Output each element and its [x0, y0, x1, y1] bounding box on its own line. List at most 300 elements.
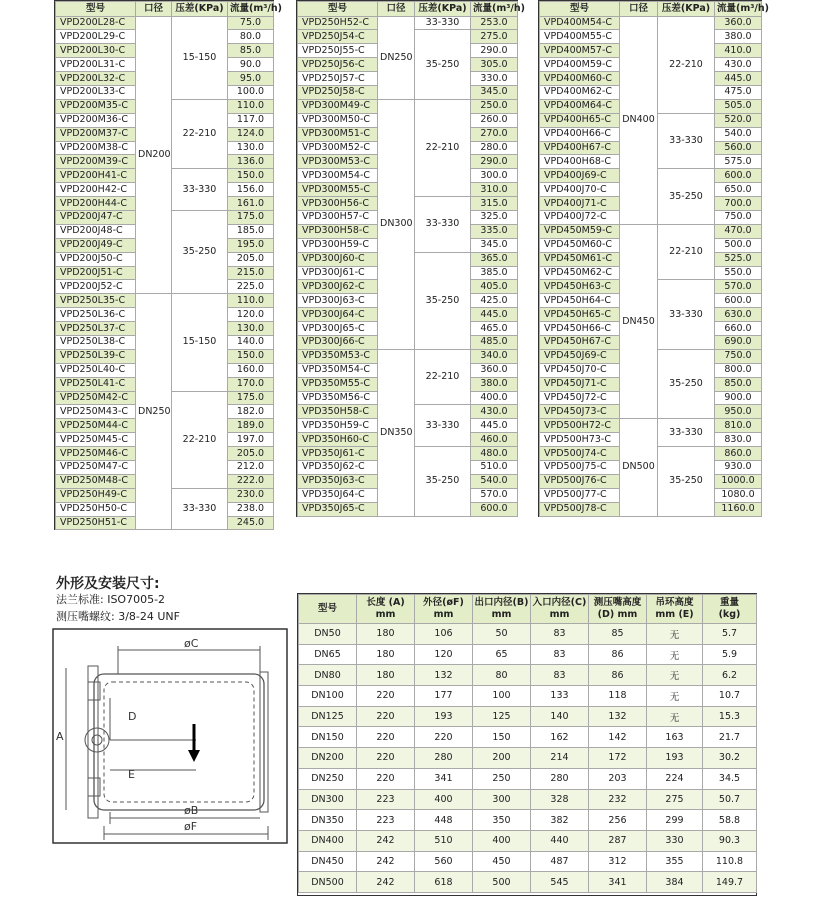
- model-cell: VPD250L37-C: [56, 322, 136, 336]
- model-cell: VPD200M39-C: [56, 155, 136, 169]
- model-cell: VPD400J70-C: [540, 183, 620, 197]
- value-cell: 223: [357, 810, 415, 831]
- model-cell: VPD350J63-C: [298, 474, 378, 488]
- flow-cell: 140.0: [228, 335, 274, 349]
- model-cell: VPD300M50-C: [298, 113, 378, 127]
- flow-cell: 275.0: [471, 30, 518, 44]
- dims-header-unit: mm: [433, 609, 454, 620]
- flow-cell: 485.0: [471, 335, 518, 349]
- model-cell: VPD200H44-C: [56, 197, 136, 211]
- dp-cell: 35-250: [415, 252, 471, 349]
- dims-header: [589, 595, 647, 624]
- model-cell: DN450: [299, 851, 357, 872]
- value-cell: 21.7: [703, 727, 757, 748]
- value-cell: 328: [531, 789, 589, 810]
- flow-cell: 700.0: [715, 197, 762, 211]
- value-cell: 203: [589, 768, 647, 789]
- value-cell: 223: [357, 789, 415, 810]
- model-cell: VPD300M55-C: [298, 183, 378, 197]
- flow-cell: 410.0: [715, 44, 762, 58]
- dp-cell: 33-330: [658, 419, 715, 447]
- model-cell: DN500: [299, 872, 357, 893]
- value-cell: 133: [531, 686, 589, 707]
- model-cell: VPD250L39-C: [56, 349, 136, 363]
- dp-cell: 33-330: [172, 488, 228, 530]
- value-cell: 200: [473, 748, 531, 769]
- model-cell: VPD400M62-C: [540, 85, 620, 99]
- value-cell: 125: [473, 706, 531, 727]
- model-cell: VPD200M38-C: [56, 141, 136, 155]
- flow-cell: 930.0: [715, 461, 762, 475]
- flow-cell: 400.0: [471, 391, 518, 405]
- dims-header-line: 出口内径(B): [474, 597, 529, 608]
- flow-cell: 500.0: [715, 238, 762, 252]
- flow-cell: 750.0: [715, 349, 762, 363]
- model-cell: VPD400M57-C: [540, 44, 620, 58]
- model-cell: VPD200J50-C: [56, 252, 136, 266]
- header-dp: 压差(KPa): [658, 2, 715, 17]
- value-cell: 5.7: [703, 624, 757, 645]
- model-cell: VPD350H60-C: [298, 433, 378, 447]
- model-cell: VPD250M47-C: [56, 461, 136, 475]
- flow-cell: 660.0: [715, 322, 762, 336]
- label-d: D: [128, 710, 137, 723]
- model-cell: VPD200M36-C: [56, 113, 136, 127]
- model-cell: VPD300J63-C: [298, 294, 378, 308]
- model-cell: VPD250M46-C: [56, 447, 136, 461]
- flow-cell: 540.0: [715, 127, 762, 141]
- header-flow: 流量(m³/h): [715, 2, 762, 17]
- flow-cell: 120.0: [228, 308, 274, 322]
- flow-cell: 430.0: [471, 405, 518, 419]
- dims-header-line: 长度 (A): [366, 597, 405, 608]
- dp-cell: 35-250: [172, 210, 228, 293]
- table-row: [298, 349, 518, 363]
- value-cell: 无: [647, 644, 703, 665]
- flow-cell: 205.0: [228, 252, 274, 266]
- model-cell: VPD200L28-C: [56, 16, 136, 30]
- flow-cell: 161.0: [228, 197, 274, 211]
- dims-header-unit: mm: [375, 609, 396, 620]
- dp-cell: 15-150: [172, 16, 228, 99]
- model-cell: VPD250L40-C: [56, 363, 136, 377]
- model-cell: VPD250J56-C: [298, 58, 378, 72]
- header-flow: 流量(m³/h): [471, 2, 518, 17]
- dims-header: [473, 595, 531, 624]
- flow-cell: 80.0: [228, 30, 274, 44]
- flow-cell: 205.0: [228, 447, 274, 461]
- dims-header: [357, 595, 415, 624]
- model-cell: VPD500J74-C: [540, 447, 620, 461]
- flow-cell: 540.0: [471, 474, 518, 488]
- flow-cell: 830.0: [715, 433, 762, 447]
- model-cell: VPD450H63-C: [540, 280, 620, 294]
- flow-cell: 340.0: [471, 349, 518, 363]
- dims-header: [415, 595, 473, 624]
- dp-cell: 33-330: [415, 197, 471, 253]
- flow-cell: 195.0: [228, 238, 274, 252]
- model-cell: VPD400H66-C: [540, 127, 620, 141]
- model-cell: VPD300J66-C: [298, 335, 378, 349]
- model-cell: VPD250J54-C: [298, 30, 378, 44]
- flow-cell: 360.0: [471, 363, 518, 377]
- model-cell: VPD200J51-C: [56, 266, 136, 280]
- model-cell: VPD300J64-C: [298, 308, 378, 322]
- model-cell: VPD200H42-C: [56, 183, 136, 197]
- flow-cell: 170.0: [228, 377, 274, 391]
- table-row: [299, 624, 757, 645]
- model-cell: VPD250J55-C: [298, 44, 378, 58]
- value-cell: 58.8: [703, 810, 757, 831]
- model-cell: VPD400J69-C: [540, 169, 620, 183]
- flow-cell: 345.0: [471, 85, 518, 99]
- flow-cell: 189.0: [228, 419, 274, 433]
- value-cell: 220: [357, 727, 415, 748]
- model-cell: VPD350J61-C: [298, 447, 378, 461]
- model-cell: VPD200M37-C: [56, 127, 136, 141]
- dp-cell: 35-250: [415, 447, 471, 516]
- value-cell: 545: [531, 872, 589, 893]
- flow-cell: 225.0: [228, 280, 274, 294]
- flow-cell: 175.0: [228, 391, 274, 405]
- flow-cell: 130.0: [228, 322, 274, 336]
- dp-cell: 33-330: [658, 280, 715, 349]
- dims-header: [299, 595, 357, 624]
- value-cell: 6.2: [703, 665, 757, 686]
- model-cell: DN65: [299, 644, 357, 665]
- flow-cell: 212.0: [228, 461, 274, 475]
- table-row: [299, 810, 757, 831]
- value-cell: 256: [589, 810, 647, 831]
- flow-cell: 130.0: [228, 141, 274, 155]
- model-cell: VPD450J72-C: [540, 391, 620, 405]
- model-cell: VPD300J61-C: [298, 266, 378, 280]
- model-cell: VPD400J72-C: [540, 210, 620, 224]
- flow-cell: 690.0: [715, 335, 762, 349]
- model-cell: VPD450M61-C: [540, 252, 620, 266]
- model-cell: DN150: [299, 727, 357, 748]
- flow-cell: 238.0: [228, 502, 274, 516]
- model-cell: VPD200L30-C: [56, 44, 136, 58]
- table-row: [298, 99, 518, 113]
- value-cell: 65: [473, 644, 531, 665]
- flow-cell: 160.0: [228, 363, 274, 377]
- model-cell: VPD250J57-C: [298, 72, 378, 86]
- model-cell: VPD250L36-C: [56, 308, 136, 322]
- dims-header: [703, 595, 757, 624]
- flow-cell: 310.0: [471, 183, 518, 197]
- model-cell: VPD450H66-C: [540, 322, 620, 336]
- model-cell: VPD400M64-C: [540, 99, 620, 113]
- flow-cell: 525.0: [715, 252, 762, 266]
- flow-cell: 90.0: [228, 58, 274, 72]
- model-cell: VPD500J77-C: [540, 488, 620, 502]
- value-cell: 242: [357, 872, 415, 893]
- value-cell: 220: [415, 727, 473, 748]
- flow-cell: 150.0: [228, 169, 274, 183]
- value-cell: 220: [357, 768, 415, 789]
- flow-cell: 230.0: [228, 488, 274, 502]
- model-cell: VPD300H58-C: [298, 224, 378, 238]
- dims-header-unit: mm (E): [655, 609, 694, 620]
- model-cell: VPD500H72-C: [540, 419, 620, 433]
- value-cell: 无: [647, 624, 703, 645]
- dn-cell: DN500: [620, 419, 658, 516]
- model-cell: VPD500J76-C: [540, 474, 620, 488]
- value-cell: 510: [415, 830, 473, 851]
- header-dn: 口径: [620, 2, 658, 17]
- flow-cell: 380.0: [471, 377, 518, 391]
- header-dn: 口径: [378, 2, 415, 17]
- model-cell: VPD200J47-C: [56, 210, 136, 224]
- flow-cell: 570.0: [715, 280, 762, 294]
- value-cell: 350: [473, 810, 531, 831]
- table-row: [299, 644, 757, 665]
- model-cell: VPD200J49-C: [56, 238, 136, 252]
- flow-cell: 325.0: [471, 210, 518, 224]
- model-cell: VPD250J58-C: [298, 85, 378, 99]
- label-e: E: [128, 768, 135, 781]
- flow-cell: 315.0: [471, 197, 518, 211]
- flow-cell: 380.0: [715, 30, 762, 44]
- value-cell: 5.9: [703, 644, 757, 665]
- value-cell: 85: [589, 624, 647, 645]
- model-cell: VPD350M55-C: [298, 377, 378, 391]
- value-cell: 142: [589, 727, 647, 748]
- dp-cell: 35-250: [658, 169, 715, 225]
- value-cell: 180: [357, 624, 415, 645]
- flow-cell: 575.0: [715, 155, 762, 169]
- model-cell: VPD350J62-C: [298, 461, 378, 475]
- model-cell: VPD400H68-C: [540, 155, 620, 169]
- header-model: 型号: [540, 2, 620, 17]
- value-cell: 299: [647, 810, 703, 831]
- value-cell: 180: [357, 644, 415, 665]
- model-cell: VPD350J64-C: [298, 488, 378, 502]
- model-cell: VPD450H64-C: [540, 294, 620, 308]
- value-cell: 163: [647, 727, 703, 748]
- model-cell: VPD350M54-C: [298, 363, 378, 377]
- value-cell: 50.7: [703, 789, 757, 810]
- dn-cell: DN400: [620, 16, 658, 224]
- dims-header: [531, 595, 589, 624]
- model-cell: VPD450M59-C: [540, 224, 620, 238]
- product-table-1: [55, 1, 282, 530]
- value-cell: 341: [415, 768, 473, 789]
- model-cell: VPD300M54-C: [298, 169, 378, 183]
- flow-cell: 475.0: [715, 85, 762, 99]
- value-cell: 34.5: [703, 768, 757, 789]
- model-cell: VPD300J60-C: [298, 252, 378, 266]
- label-b: øB: [184, 804, 199, 817]
- value-cell: 132: [589, 706, 647, 727]
- value-cell: 86: [589, 665, 647, 686]
- model-cell: VPD200M35-C: [56, 99, 136, 113]
- model-cell: VPD200H41-C: [56, 169, 136, 183]
- flow-cell: 150.0: [228, 349, 274, 363]
- table-row: [299, 665, 757, 686]
- dp-cell: 33-330: [172, 169, 228, 211]
- value-cell: 10.7: [703, 686, 757, 707]
- dp-cell: 22-210: [658, 224, 715, 280]
- model-cell: DN250: [299, 768, 357, 789]
- flow-cell: 300.0: [471, 169, 518, 183]
- value-cell: 110.8: [703, 851, 757, 872]
- flow-cell: 465.0: [471, 322, 518, 336]
- value-cell: 214: [531, 748, 589, 769]
- flow-cell: 360.0: [715, 16, 762, 30]
- flow-cell: 335.0: [471, 224, 518, 238]
- model-cell: VPD250M42-C: [56, 391, 136, 405]
- flange-standard: 法兰标准: ISO7005-2: [56, 593, 166, 606]
- flow-cell: 330.0: [471, 72, 518, 86]
- flow-cell: 345.0: [471, 238, 518, 252]
- flow-cell: 270.0: [471, 127, 518, 141]
- model-cell: DN350: [299, 810, 357, 831]
- value-cell: 242: [357, 851, 415, 872]
- value-cell: 300: [473, 789, 531, 810]
- value-cell: 450: [473, 851, 531, 872]
- model-cell: VPD450M62-C: [540, 266, 620, 280]
- value-cell: 500: [473, 872, 531, 893]
- flow-cell: 136.0: [228, 155, 274, 169]
- model-cell: VPD200J52-C: [56, 280, 136, 294]
- flow-cell: 480.0: [471, 447, 518, 461]
- value-cell: 440: [531, 830, 589, 851]
- dp-cell: 33-330: [415, 16, 471, 30]
- value-cell: 287: [589, 830, 647, 851]
- model-cell: VPD250L38-C: [56, 335, 136, 349]
- flow-cell: 75.0: [228, 16, 274, 30]
- flow-cell: 950.0: [715, 405, 762, 419]
- dp-cell: 22-210: [658, 16, 715, 113]
- flow-cell: 445.0: [715, 72, 762, 86]
- flow-cell: 800.0: [715, 363, 762, 377]
- value-cell: 280: [531, 768, 589, 789]
- flow-cell: 1160.0: [715, 502, 762, 516]
- model-cell: VPD300M52-C: [298, 141, 378, 155]
- table-row: [299, 768, 757, 789]
- model-cell: VPD250L35-C: [56, 294, 136, 308]
- value-cell: 无: [647, 706, 703, 727]
- flow-cell: 810.0: [715, 419, 762, 433]
- value-cell: 80: [473, 665, 531, 686]
- value-cell: 312: [589, 851, 647, 872]
- model-cell: VPD450H67-C: [540, 335, 620, 349]
- dn-cell: DN250: [378, 16, 415, 99]
- table-row: [540, 16, 762, 30]
- flow-cell: 250.0: [471, 99, 518, 113]
- flow-cell: 110.0: [228, 99, 274, 113]
- flow-cell: 470.0: [715, 224, 762, 238]
- model-cell: VPD200L33-C: [56, 85, 136, 99]
- model-cell: DN50: [299, 624, 357, 645]
- dp-cell: 33-330: [415, 405, 471, 447]
- value-cell: 90.3: [703, 830, 757, 851]
- flow-cell: 245.0: [228, 516, 274, 530]
- model-cell: VPD450M60-C: [540, 238, 620, 252]
- value-cell: 86: [589, 644, 647, 665]
- model-cell: VPD500H73-C: [540, 433, 620, 447]
- model-cell: VPD350H58-C: [298, 405, 378, 419]
- model-cell: VPD400H67-C: [540, 141, 620, 155]
- table-row: [298, 16, 518, 30]
- value-cell: 无: [647, 686, 703, 707]
- dp-cell: 35-250: [415, 30, 471, 99]
- value-cell: 355: [647, 851, 703, 872]
- flow-cell: 630.0: [715, 308, 762, 322]
- dims-header-line: 型号: [317, 603, 337, 614]
- dp-cell: 15-150: [172, 294, 228, 391]
- value-cell: 330: [647, 830, 703, 851]
- model-cell: VPD250M48-C: [56, 474, 136, 488]
- flow-cell: 445.0: [471, 419, 518, 433]
- table-row: [299, 851, 757, 872]
- value-cell: 50: [473, 624, 531, 645]
- model-cell: VPD200J48-C: [56, 224, 136, 238]
- flow-cell: 156.0: [228, 183, 274, 197]
- flow-cell: 100.0: [228, 85, 274, 99]
- section-title: 外形及安装尺寸:: [56, 576, 160, 592]
- value-cell: 242: [357, 830, 415, 851]
- table-row: [299, 872, 757, 893]
- flow-cell: 117.0: [228, 113, 274, 127]
- flow-cell: 365.0: [471, 252, 518, 266]
- value-cell: 220: [357, 686, 415, 707]
- model-cell: VPD450J73-C: [540, 405, 620, 419]
- product-table-2: [297, 1, 525, 517]
- value-cell: 149.7: [703, 872, 757, 893]
- table-row: [56, 294, 274, 308]
- dims-header-unit: mm: [491, 609, 512, 620]
- model-cell: DN100: [299, 686, 357, 707]
- flow-cell: 197.0: [228, 433, 274, 447]
- model-cell: VPD400M55-C: [540, 30, 620, 44]
- value-cell: 220: [357, 706, 415, 727]
- flow-cell: 650.0: [715, 183, 762, 197]
- model-cell: VPD250M43-C: [56, 405, 136, 419]
- dp-cell: 33-330: [658, 113, 715, 169]
- model-cell: VPD200L29-C: [56, 30, 136, 44]
- model-cell: DN200: [299, 748, 357, 769]
- flow-cell: 520.0: [715, 113, 762, 127]
- dn-cell: DN250: [136, 294, 172, 530]
- flow-cell: 182.0: [228, 405, 274, 419]
- model-cell: VPD400M60-C: [540, 72, 620, 86]
- value-cell: 无: [647, 665, 703, 686]
- flow-cell: 290.0: [471, 155, 518, 169]
- dn-cell: DN200: [136, 16, 172, 294]
- dims-header-unit: mm: [549, 609, 570, 620]
- flow-cell: 600.0: [715, 294, 762, 308]
- table-row: [299, 727, 757, 748]
- model-cell: VPD350H59-C: [298, 419, 378, 433]
- product-table-3: [539, 1, 769, 517]
- value-cell: 448: [415, 810, 473, 831]
- flow-cell: 385.0: [471, 266, 518, 280]
- model-cell: DN300: [299, 789, 357, 810]
- flow-cell: 260.0: [471, 113, 518, 127]
- value-cell: 382: [531, 810, 589, 831]
- label-c: øC: [184, 637, 199, 650]
- model-cell: DN125: [299, 706, 357, 727]
- value-cell: 275: [647, 789, 703, 810]
- value-cell: 118: [589, 686, 647, 707]
- model-cell: VPD300H59-C: [298, 238, 378, 252]
- dp-cell: 35-250: [658, 447, 715, 516]
- value-cell: 618: [415, 872, 473, 893]
- model-cell: VPD400M59-C: [540, 58, 620, 72]
